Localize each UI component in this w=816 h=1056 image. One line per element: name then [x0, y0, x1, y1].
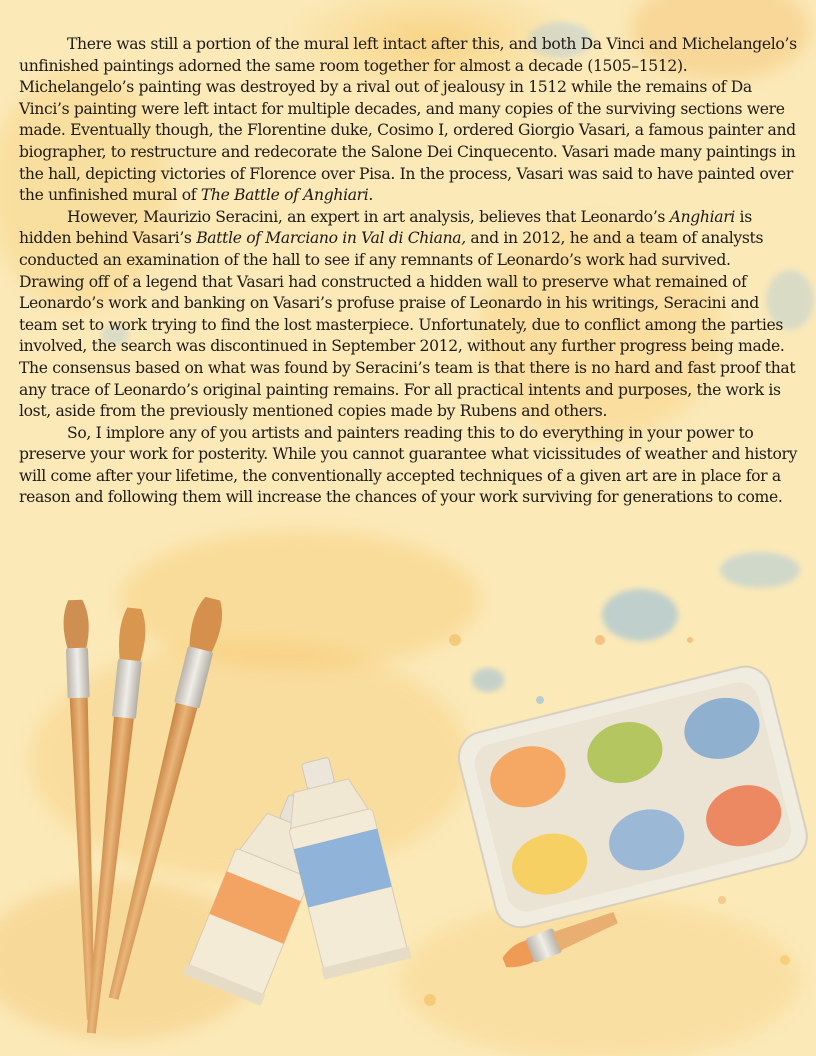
paragraph-text: is hidden behind Vasari’s — [19, 207, 752, 248]
paragraph — [19, 34, 799, 207]
paragraph-text: So, I implore any of you artists and painters reading this to do everything in your power to preserve your work for posterity. While you cannot guarantee what vicissitudes of weather and history will come after your lifetime, the conventionally accepted techniques of a given art are in place for a reason and following them will increase the chances of your work surviving for generations to come. — [19, 423, 798, 507]
watercolor-palette-icon — [453, 661, 812, 932]
paragraph-text: . — [368, 186, 373, 205]
paragraph-text: and in 2012, he and a team of analysts conducted an examination of the hall to see if any remnants of Leonardo’s work had survived. Drawing off of a legend that Vasari had constructed a hidden wall to preserve what remained of Leonardo’s work and banking on Vasari’s profuse praise of Leonardo in his writings, Seracini and team set to work trying to find the lost masterpiece. Unfortunately, due to conflict among the parties involved, the search was discontinued in September 2012, without any further progress being made. The consensus based on what was found by Seracini’s team is that there is no hard and fast proof that any trace of Leonardo’s original painting remains. For all practical intents and purposes, the work is lost, aside from the previously mentioned copies made by Rubens and others. — [19, 229, 796, 421]
paragraph-text: However, Maurizio Seracini, an expert in art analysis, believes that Leonardo’s — [67, 207, 670, 226]
paragraph-text: There was still a portion of the mural left intact after this, and both Da Vinci and Michelangelo’s unfinished paintings adorned the same room together for almost a decade (1505–1512). Michelangelo’s painting was destroyed by a rival out of jealousy in 1512 while the remains of Da Vinci’s painting were left intact for multiple decades, and many copies of the surviving sections were made. Eventually though, the Florentine duke, Cosimo I, ordered Giorgio Vasari, a famous painter and biographer, to restructure and redecorate the Salone Dei Cinquecento. Vasari made many paintings in the hall, depicting victories of Florence over Pisa. In the process, Vasari was said to have painted over the unfinished mural of — [19, 35, 797, 205]
italic-title: Battle of Marciano in Val di Chiana, — [196, 229, 466, 248]
italic-title: Anghiari — [669, 207, 735, 226]
paragraph — [19, 207, 799, 423]
article-body — [19, 34, 799, 509]
paragraph — [19, 423, 799, 509]
italic-title: The Battle of Anghiari — [200, 186, 369, 205]
